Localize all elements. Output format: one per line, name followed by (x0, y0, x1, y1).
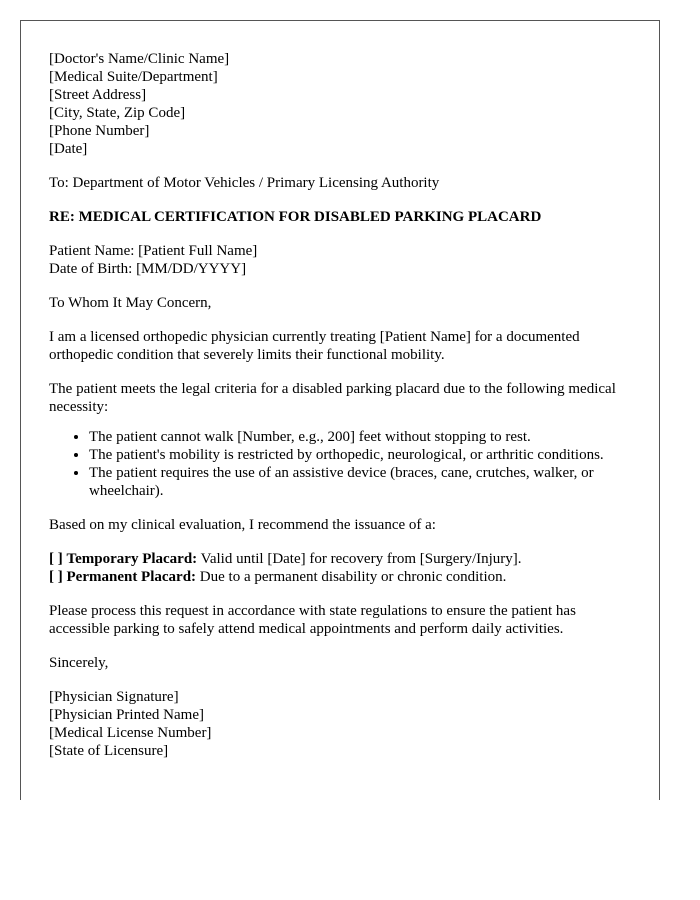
sender-line: [Doctor's Name/Clinic Name] (49, 51, 230, 67)
sender-line: [City, State, Zip Code] (49, 105, 186, 121)
sender-line: [Date] (49, 141, 88, 157)
criteria-item: • The patient requires the use of an assistive device (braces, cane, crutches, walker, or wheelchair). (89, 464, 639, 500)
signature-block (49, 688, 639, 760)
sender-line: [Medical Suite/Department] (49, 69, 218, 85)
placard-options (49, 550, 639, 586)
signature-line: [Physician Printed Name] (49, 707, 204, 723)
signature-line: [State of Licensure] (49, 743, 169, 759)
sender-line: [Street Address] (49, 87, 147, 103)
option-checkbox: [ ] (49, 569, 63, 585)
signoff: Sincerely, (49, 655, 109, 671)
closing-paragraph: Please process this request in accordance with state regulations to ensure the patient has accessible parking to safely attend medical appointments and perform daily activities. (49, 603, 576, 637)
criteria-item: • The patient's mobility is restricted by orthopedic, neurological, or arthritic conditions. (89, 446, 639, 464)
subject-line: RE: MEDICAL CERTIFICATION FOR DISABLED PARKING PLACARD (49, 209, 542, 225)
criteria-item: • The patient cannot walk [Number, e.g., 200] feet without stopping to rest. (89, 428, 639, 446)
option-checkbox: [ ] (49, 551, 63, 567)
patient-info (49, 242, 639, 278)
option-permanent (49, 568, 639, 586)
patient-name: Patient Name: [Patient Full Name] (49, 243, 258, 259)
option-text: Valid until [Date] for recovery from [Surgery/Injury]. (200, 551, 522, 567)
criteria-list (49, 428, 639, 500)
signature-line: [Medical License Number] (49, 725, 212, 741)
option-label: Permanent Placard: (66, 569, 197, 585)
criteria-intro-paragraph: The patient meets the legal criteria for a disabled parking placard due to the following medical necessity: (49, 381, 616, 415)
recipient-line: To: Department of Motor Vehicles / Primary Licensing Authority (49, 175, 440, 191)
patient-dob: Date of Birth: [MM/DD/YYYY] (49, 261, 247, 277)
signature-line: [Physician Signature] (49, 689, 179, 705)
recommend-paragraph: Based on my clinical evaluation, I recommend the issuance of a: (49, 517, 436, 533)
option-label: Temporary Placard: (66, 551, 198, 567)
letter-page (20, 20, 660, 800)
option-temporary (49, 550, 639, 568)
sender-address (49, 50, 639, 158)
letter-content (49, 50, 639, 776)
salutation: To Whom It May Concern, (49, 295, 212, 311)
sender-line: [Phone Number] (49, 123, 150, 139)
option-text: Due to a permanent disability or chronic condition. (199, 569, 507, 585)
intro-paragraph: I am a licensed orthopedic physician currently treating [Patient Name] for a documented orthopedic condition that severely limits their functional mobility. (49, 329, 580, 363)
